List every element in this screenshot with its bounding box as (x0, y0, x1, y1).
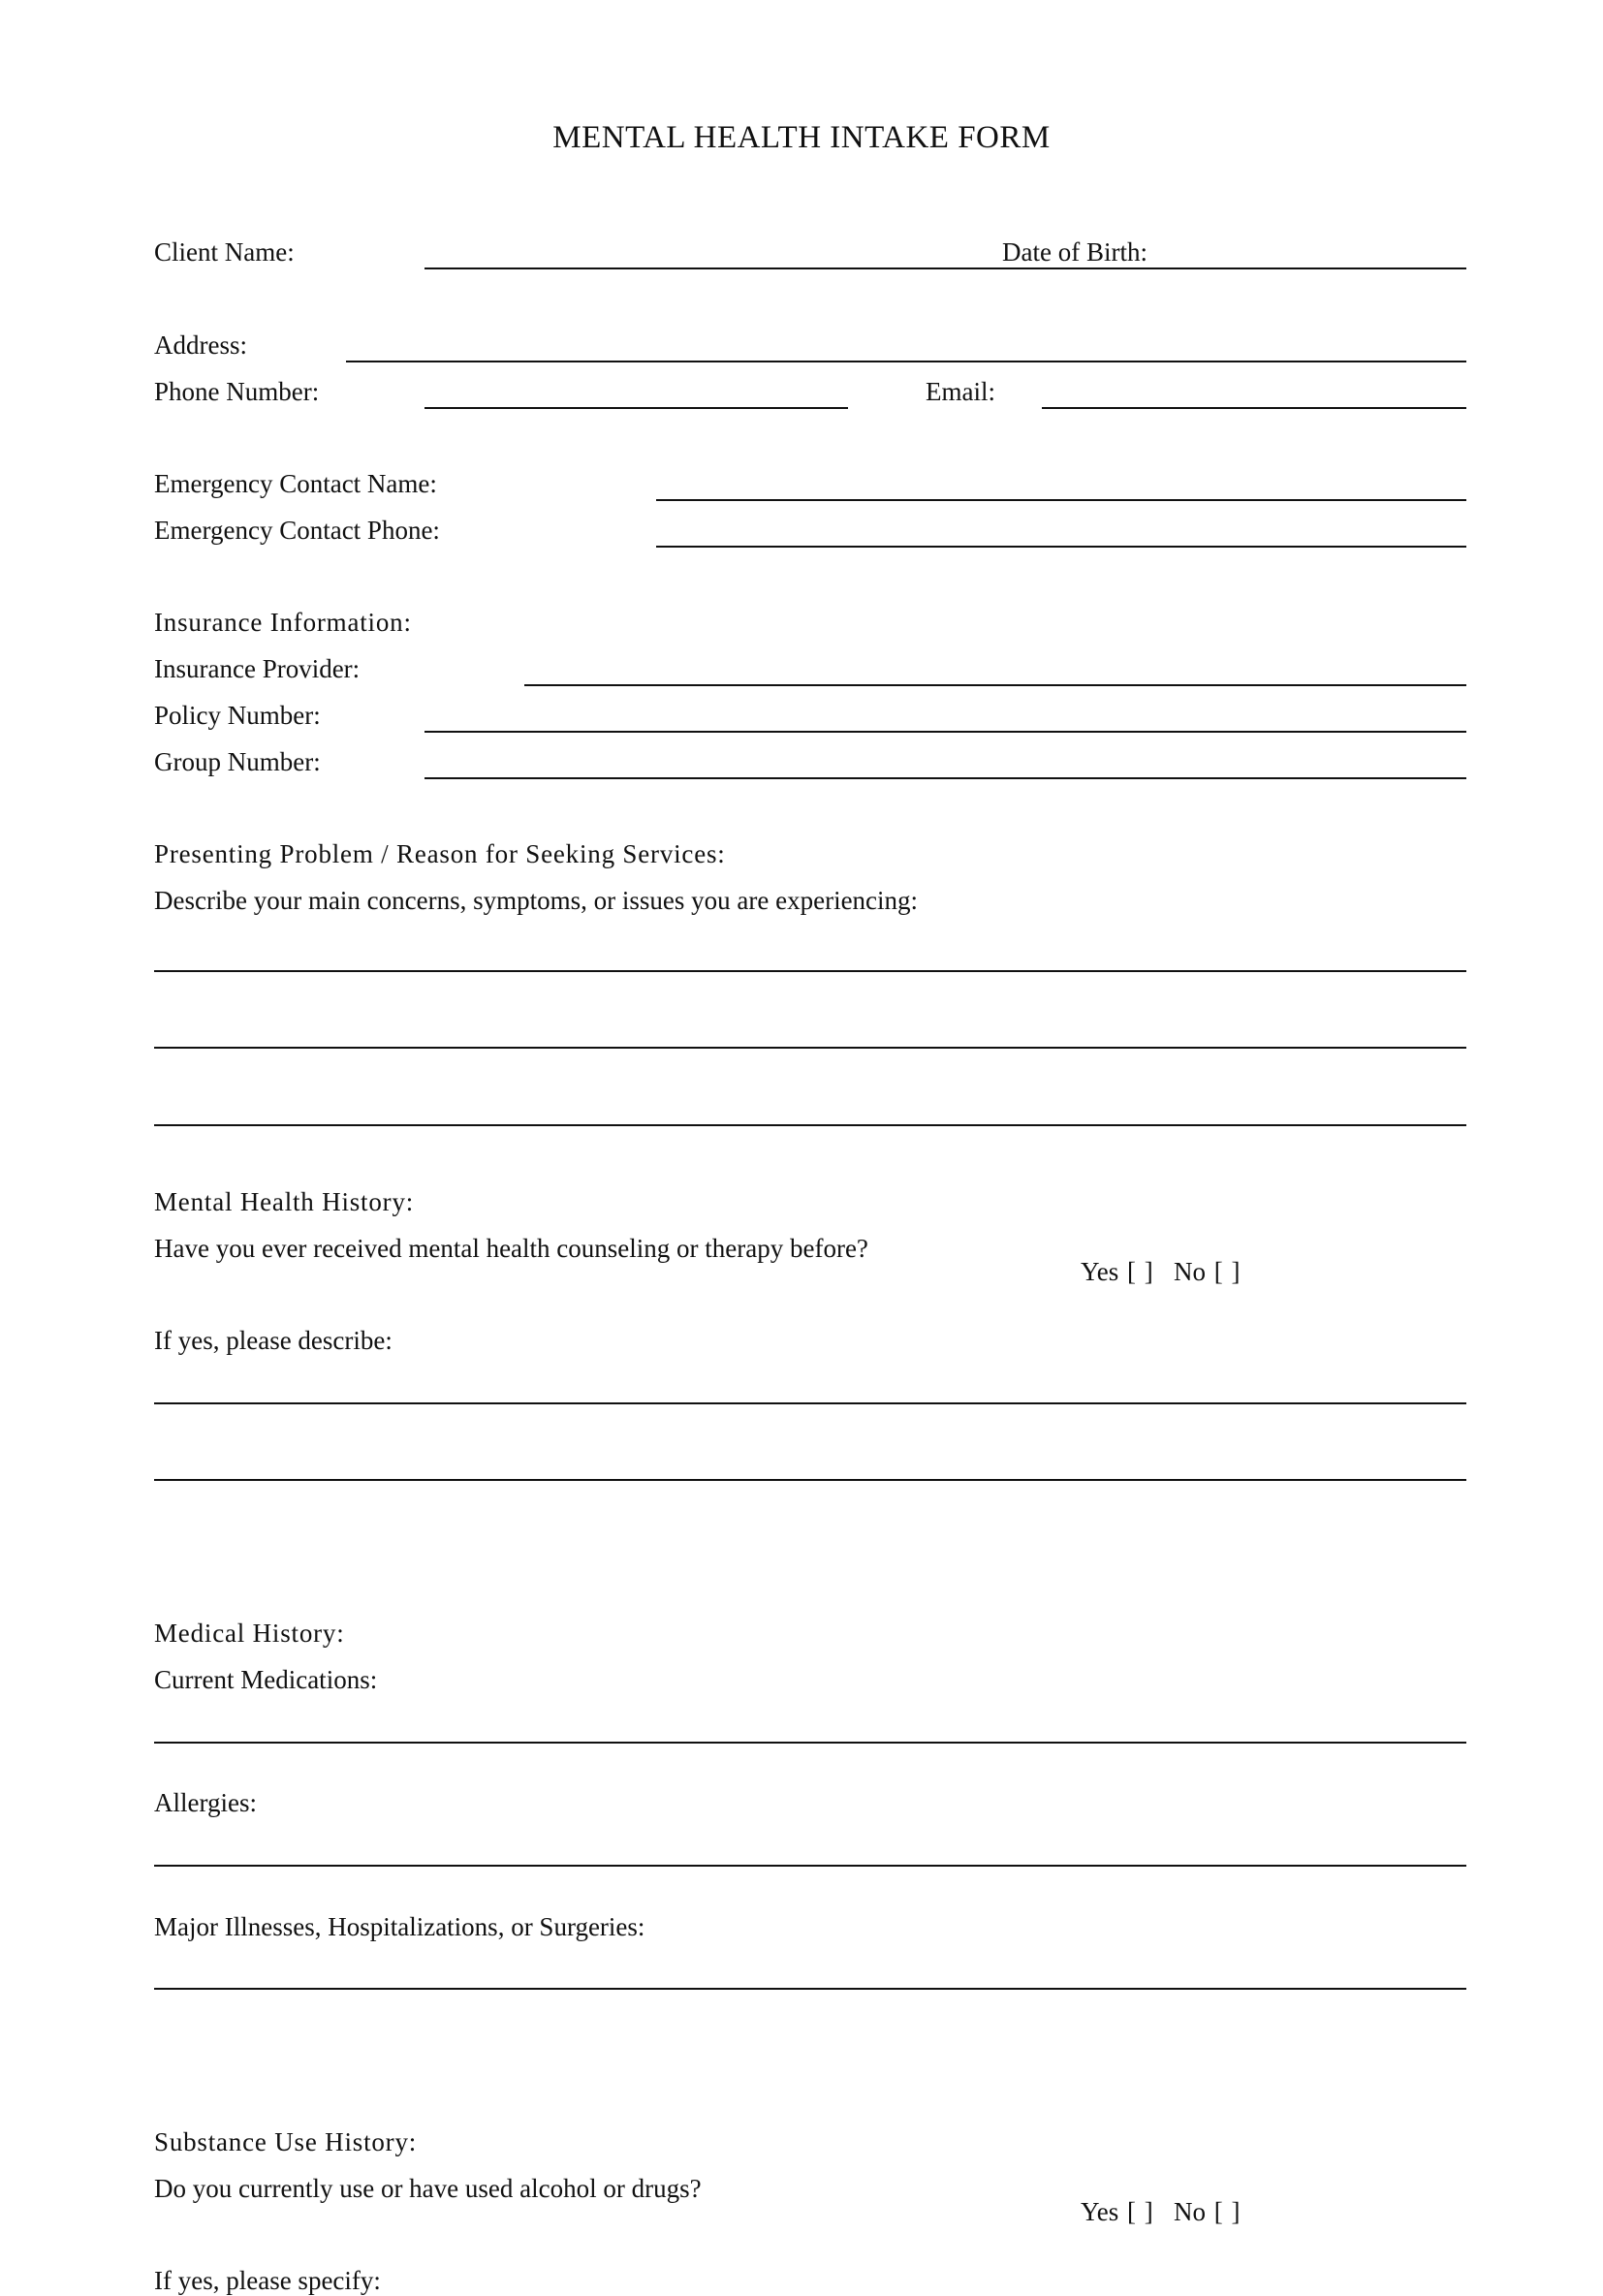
major-illnesses-label: Major Illnesses, Hospitalizations, or Surgeries: (154, 1912, 645, 1941)
substance-use-history-heading: Substance Use History: (154, 2127, 418, 2156)
insurance-section-heading: Insurance Information: (154, 608, 412, 637)
emergency-contact-phone-field[interactable] (656, 546, 1466, 548)
client-name-label: Client Name: (154, 237, 295, 267)
medical-history-heading: Medical History: (154, 1619, 345, 1648)
allergies-line[interactable] (154, 1865, 1466, 1867)
mental-health-history-heading: Mental Health History: (154, 1187, 415, 1216)
presenting-problem-prompt: Describe your main concerns, symptoms, or issues you are experiencing: (154, 886, 919, 915)
phone-number-label: Phone Number: (154, 377, 320, 406)
email-field[interactable] (1042, 407, 1466, 409)
substance-use-no-checkbox[interactable]: No [ ] (1174, 2197, 1241, 2226)
prior-therapy-question: Have you ever received mental health counseling or therapy before? (154, 1234, 868, 1263)
substance-use-question: Do you currently use or have used alcohol or drugs? (154, 2174, 702, 2203)
prior-therapy-describe-line-1[interactable] (154, 1402, 1466, 1404)
address-field[interactable] (346, 361, 1466, 362)
insurance-provider-label: Insurance Provider: (154, 654, 361, 683)
address-label: Address: (154, 330, 247, 360)
current-medications-label: Current Medications: (154, 1665, 378, 1694)
prior-therapy-no-checkbox[interactable]: No [ ] (1174, 1257, 1241, 1286)
phone-number-field[interactable] (424, 407, 848, 409)
substance-use-specify-label: If yes, please specify: (154, 2266, 381, 2295)
substance-use-yes-checkbox[interactable]: Yes [ ] (1081, 2197, 1153, 2226)
emergency-contact-phone-label: Emergency Contact Phone: (154, 516, 440, 545)
major-illnesses-line[interactable] (154, 1988, 1466, 1990)
current-medications-line[interactable] (154, 1742, 1466, 1744)
prior-therapy-yes-checkbox[interactable]: Yes [ ] (1081, 1257, 1153, 1286)
policy-number-field[interactable] (424, 731, 1466, 733)
emergency-contact-name-field[interactable] (656, 499, 1466, 501)
presenting-problem-line-3[interactable] (154, 1124, 1466, 1126)
policy-number-label: Policy Number: (154, 701, 321, 730)
group-number-label: Group Number: (154, 747, 321, 776)
date-of-birth-label: Date of Birth: (1002, 237, 1147, 267)
client-name-field[interactable] (424, 267, 1466, 269)
form-title: MENTAL HEALTH INTAKE FORM (552, 120, 1051, 155)
presenting-problem-line-1[interactable] (154, 970, 1466, 972)
prior-therapy-describe-line-2[interactable] (154, 1479, 1466, 1481)
insurance-provider-field[interactable] (524, 684, 1466, 686)
group-number-field[interactable] (424, 777, 1466, 779)
presenting-problem-heading: Presenting Problem / Reason for Seeking Services: (154, 839, 726, 868)
prior-therapy-describe-label: If yes, please describe: (154, 1326, 393, 1355)
allergies-label: Allergies: (154, 1788, 257, 1817)
email-label: Email: (926, 377, 995, 406)
emergency-contact-name-label: Emergency Contact Name: (154, 469, 437, 498)
presenting-problem-line-2[interactable] (154, 1047, 1466, 1049)
